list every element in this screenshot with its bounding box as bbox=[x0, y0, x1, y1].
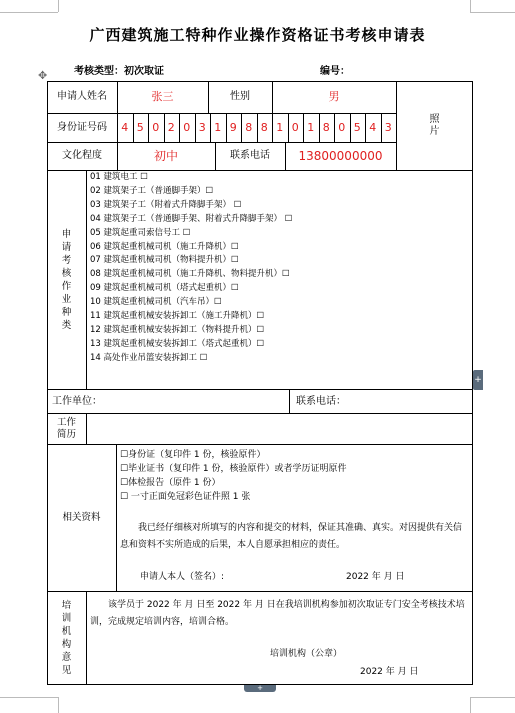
id-digit[interactable]: 4 bbox=[121, 120, 129, 134]
material-option[interactable]: ☐毕业证书（复印件 1 份，核验原件）或者学历证明原件 bbox=[120, 464, 347, 474]
category-option[interactable]: 14 高处作业吊篮安装拆卸工 ☐ bbox=[90, 352, 208, 363]
id-digit-divider bbox=[179, 113, 180, 142]
category-option[interactable]: 12 建筑起重机械安装拆卸工（物料提升机）☐ bbox=[90, 324, 265, 335]
id-digit-divider bbox=[226, 113, 227, 142]
id-digit[interactable]: 2 bbox=[167, 120, 175, 134]
id-digit-divider bbox=[381, 113, 382, 142]
applicant-signature-date: 2022 年 月 日 bbox=[346, 572, 405, 582]
id-digit[interactable]: 0 bbox=[152, 120, 160, 134]
phone-field[interactable]: 13800000000 bbox=[298, 149, 383, 163]
id-digit[interactable]: 8 bbox=[260, 120, 268, 134]
gender-label: 性别 bbox=[230, 91, 250, 102]
category-option[interactable]: 11 建筑起重机械安装拆卸工（施工升降机）☐ bbox=[90, 311, 265, 322]
id-digit[interactable]: 9 bbox=[229, 120, 237, 134]
crop-mark-bottom-right-v bbox=[470, 697, 471, 713]
exam-type-value: 初次取证 bbox=[124, 66, 164, 77]
id-digit[interactable]: 0 bbox=[183, 120, 191, 134]
category-option[interactable]: 09 建筑起重机械司机（塔式起重机）☐ bbox=[90, 283, 239, 294]
id-digit[interactable]: 1 bbox=[307, 120, 315, 134]
id-digit[interactable]: 8 bbox=[322, 120, 330, 134]
id-digit-divider bbox=[272, 113, 273, 142]
category-option[interactable]: 06 建筑起重机械司机（施工升降机）☐ bbox=[90, 241, 239, 252]
category-label: 申 请 考 核 作 业 种 类 bbox=[61, 228, 72, 331]
id-digit[interactable]: 5 bbox=[353, 120, 361, 134]
id-digit[interactable]: 1 bbox=[276, 120, 284, 134]
id-digit[interactable]: 0 bbox=[338, 120, 346, 134]
id-digit-divider bbox=[257, 113, 258, 142]
phone-label: 联系电话 bbox=[230, 150, 270, 161]
id-digit-divider bbox=[148, 113, 149, 142]
work-phone-label: 联系电话： bbox=[296, 396, 346, 407]
id-digit-divider bbox=[164, 113, 165, 142]
applicant-signature-label: 申请人本人（签名）: bbox=[140, 572, 225, 582]
serial-number-label: 编号： bbox=[320, 66, 350, 77]
id-digit-divider bbox=[334, 113, 335, 142]
category-option[interactable]: 05 建筑起重司索信号工 ☐ bbox=[90, 227, 191, 238]
id-digit-divider bbox=[288, 113, 289, 142]
training-stamp-label: 培训机构（公章） bbox=[270, 649, 343, 659]
crop-mark-top-right bbox=[470, 12, 515, 13]
id-digit[interactable]: 3 bbox=[384, 120, 392, 134]
category-checkbox-list bbox=[90, 171, 292, 366]
id-number-label: 身份证号码 bbox=[57, 121, 107, 133]
education-field[interactable]: 初中 bbox=[153, 149, 178, 163]
crop-mark-top-left bbox=[0, 12, 58, 13]
id-digit[interactable]: 8 bbox=[245, 120, 253, 134]
id-digit[interactable]: 4 bbox=[369, 120, 377, 134]
id-digit-divider bbox=[195, 113, 196, 142]
table-move-handle-icon[interactable]: ✥ bbox=[38, 69, 48, 82]
id-digit-divider bbox=[365, 113, 366, 142]
id-digit-divider bbox=[303, 113, 304, 142]
material-option[interactable]: ☐身份证（复印件 1 份，核验原件） bbox=[120, 450, 266, 460]
training-opinion-text: 该学员于 2022 年 月 日至 2022 年 月 日在我培训机构参加初次取证专门安全考核技术培训，完成规定培训内容，培训合格。 bbox=[90, 600, 465, 627]
training-date: 2022 年 月 日 bbox=[360, 667, 419, 677]
category-option[interactable]: 03 建筑架子工（附着式升降脚手架） ☐ bbox=[90, 199, 242, 210]
name-field[interactable]: 张三 bbox=[151, 90, 174, 103]
exam-type-label: 考核类型： bbox=[74, 66, 124, 77]
id-digit[interactable]: 3 bbox=[198, 120, 206, 134]
materials-label: 相关资料 bbox=[62, 511, 101, 523]
crop-mark-bottom-right bbox=[470, 697, 515, 698]
id-digit[interactable]: 1 bbox=[214, 120, 222, 134]
exam-type-row bbox=[74, 62, 164, 77]
category-option[interactable]: 04 建筑架子工（普通脚手架、附着式升降脚手架） ☐ bbox=[90, 213, 293, 224]
category-option[interactable]: 07 建筑起重机械司机（物料提升机）☐ bbox=[90, 255, 239, 266]
photo-box[interactable]: 照 片 bbox=[429, 113, 440, 137]
resume-label: 工作 简历 bbox=[56, 416, 76, 440]
gender-field[interactable]: 男 bbox=[328, 90, 340, 103]
category-option[interactable]: 02 建筑架子工（普通脚手架）☐ bbox=[90, 185, 214, 196]
crop-mark-bottom-left bbox=[0, 697, 58, 698]
id-digit-divider bbox=[133, 113, 134, 142]
declaration-text: 我已经仔细核对所填写的内容和提交的材料，保证其准确、真实。对因提供有关信息和资料不实所造成的后果，本人自愿承担相应的责任。 bbox=[120, 523, 463, 550]
id-digit-divider bbox=[319, 113, 320, 142]
training-label: 培 训 机 构 意 见 bbox=[61, 600, 72, 676]
category-option[interactable]: 13 建筑起重机械安装拆卸工（塔式起重机）☐ bbox=[90, 338, 265, 349]
crop-mark-top-right-v bbox=[470, 0, 471, 12]
crop-mark-top-left-v bbox=[58, 0, 59, 12]
education-label: 文化程度 bbox=[62, 150, 102, 161]
name-label: 申请人姓名 bbox=[57, 91, 107, 102]
id-digit-divider bbox=[241, 113, 242, 142]
category-option[interactable]: 01 建筑电工 ☐ bbox=[90, 172, 148, 182]
crop-mark-bottom-left-v bbox=[58, 697, 59, 713]
category-option[interactable]: 10 建筑起重机械司机（汽车吊）☐ bbox=[90, 297, 222, 308]
form-title: 广西建筑施工特种作业操作资格证书考核申请表 bbox=[89, 26, 426, 44]
material-option[interactable]: ☐ 一寸正面免冠彩色证件照 1 张 bbox=[120, 492, 251, 502]
table-add-row-handle-icon[interactable]: + bbox=[244, 685, 276, 692]
material-option[interactable]: ☐体检报告（原件 1 份） bbox=[120, 478, 221, 488]
id-digit[interactable]: 0 bbox=[291, 120, 299, 134]
work-unit-label: 工作单位： bbox=[52, 396, 102, 407]
id-digit-divider bbox=[210, 113, 211, 142]
row-resize-handle-icon[interactable]: + bbox=[473, 370, 483, 390]
id-digit[interactable]: 5 bbox=[136, 120, 144, 134]
category-option[interactable]: 08 建筑起重机械司机（施工升降机、物料提升机）☐ bbox=[90, 269, 290, 280]
id-digit-divider bbox=[350, 113, 351, 142]
